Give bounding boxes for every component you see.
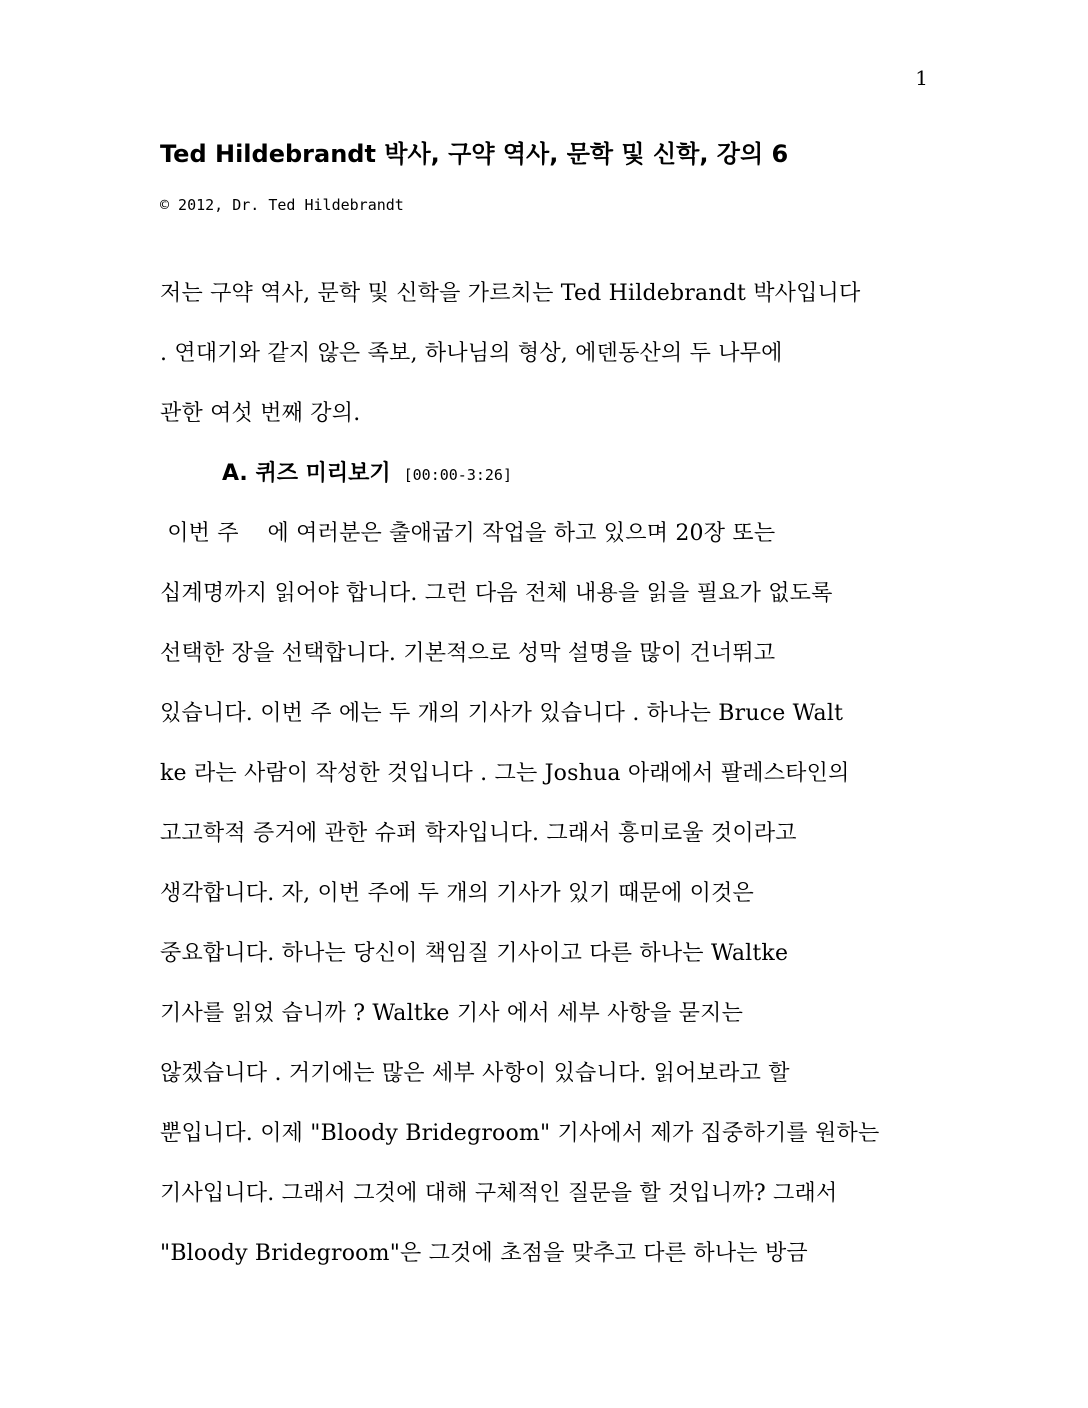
body-line: "Bloody Bridegroom"은 그것에 초점을 맞추고 다른 하나는 방금: [160, 1241, 808, 1266]
body-line: 생각합니다. 자, 이번 주에 두 개의 기사가 있기 때문에 이것은: [160, 881, 754, 906]
section-heading: [222, 456, 512, 487]
body-line: 기사를 읽었 습니까 ? Waltke 기사 에서 세부 사항을 묻지는: [160, 1001, 744, 1026]
body-line: 고고학적 증거에 관한 슈퍼 학자입니다. 그래서 흥미로울 것이라고: [160, 821, 797, 846]
body-line: 이번 주 에 여러분은 출애굽기 작업을 하고 있으며 20장 또는: [160, 521, 776, 546]
body-line: 중요합니다. 하나는 당신이 책임질 기사이고 다른 하나는 Waltke: [160, 941, 789, 966]
copyright-notice: © 2012, Dr. Ted Hildebrandt: [160, 196, 404, 214]
body-line: 선택한 장을 선택합니다. 기본적으로 성막 설명을 많이 건너뛰고: [160, 641, 776, 666]
body-paragraph: [160, 504, 930, 1284]
page-number: 1: [915, 66, 928, 90]
body-line: 뿐입니다. 이제 "Bloody Bridegroom" 기사에서 제가 집중하기를 원하는: [160, 1121, 880, 1146]
body-line: 기사입니다. 그래서 그것에 대해 구체적인 질문을 할 것입니까? 그래서: [160, 1181, 838, 1206]
intro-line: 저는 구약 역사, 문학 및 신학을 가르치는 Ted Hildebrandt 박사입니다: [160, 281, 861, 306]
intro-line: . 연대기와 같지 않은 족보, 하나님의 형상, 에덴동산의 두 나무에: [160, 341, 783, 366]
section-heading-timestamp: [00:00-3:26]: [403, 466, 512, 484]
body-line: 않겠습니다 . 거기에는 많은 세부 사항이 있습니다. 읽어보라고 할: [160, 1061, 790, 1086]
section-heading-label: A. 퀴즈 미리보기: [222, 461, 391, 486]
body-line: 있습니다. 이번 주 에는 두 개의 기사가 있습니다 . 하나는 Bruce Walt: [160, 701, 844, 726]
intro-line: 관한 여섯 번째 강의.: [160, 401, 361, 426]
body-line: ke 라는 사람이 작성한 것입니다 . 그는 Joshua 아래에서 팔레스타인의: [160, 761, 850, 786]
document-title: Ted Hildebrandt 박사, 구약 역사, 문학 및 신학, 강의 6: [160, 140, 789, 168]
body-line: 십계명까지 읽어야 합니다. 그런 다음 전체 내용을 읽을 필요가 없도록: [160, 581, 833, 606]
intro-paragraph: [160, 264, 930, 444]
